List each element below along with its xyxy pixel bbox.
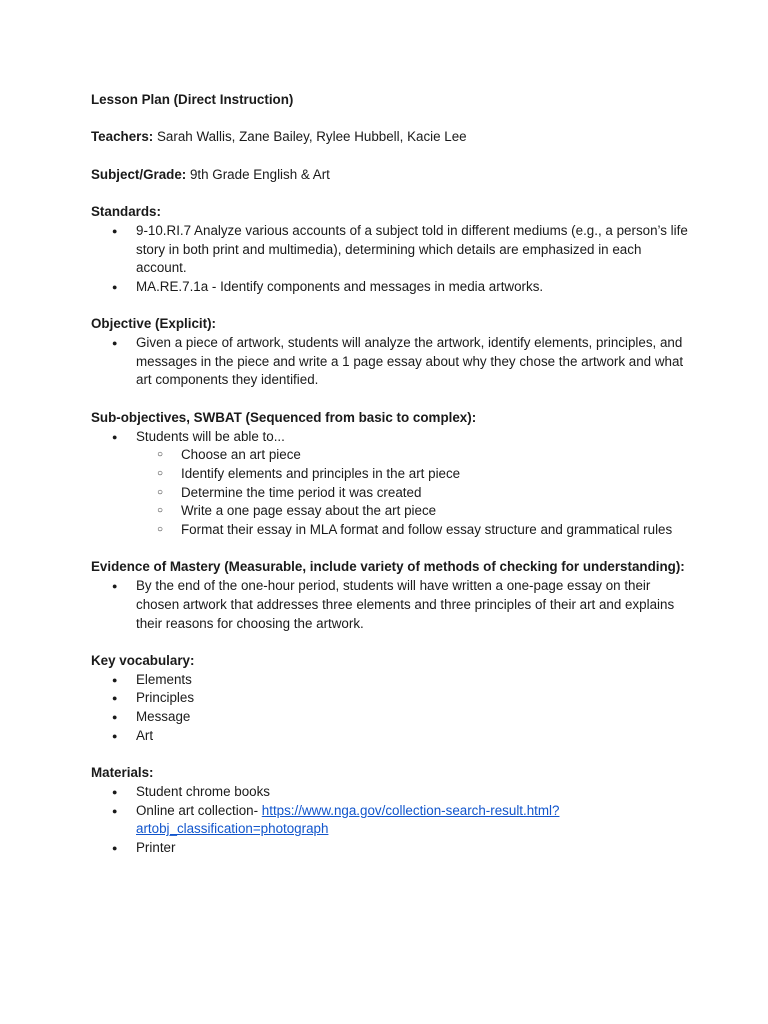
subject-label: Subject/Grade: [91,166,187,182]
art-collection-link[interactable]: https://www.nga.gov/collection-search-result.html?artobj_classification=photograph [136,802,560,837]
document-body [91,91,691,876]
evidence-section [91,558,691,633]
list-item: ● 9-10.RI.7 Analyze various accounts of a subject told in different mediums (e.g., a person’s life story in both print and multimedia), determining which details are emphasized in each account. [91,222,691,278]
subobjectives-section [91,409,691,540]
objective-section [91,315,691,390]
list-item: ● Student chrome books [91,783,691,802]
sub-list-item: ○ Write a one page essay about the art piece [91,502,691,521]
vocabulary-section [91,652,691,746]
subobjectives-heading: Sub-objectives, SWBAT (Sequenced from basic to complex): [91,409,477,425]
online-collection-label: Online art collection- [136,802,262,818]
standards-list [91,222,691,297]
evidence-list [91,577,691,633]
subject-value: 9th Grade English & Art [186,166,330,182]
teachers-value: Sarah Wallis, Zane Bailey, Rylee Hubbell, Kacie Lee [153,129,467,145]
vocabulary-list [91,671,691,746]
sub-list-item: ○ Determine the time period it was created [91,484,691,503]
list-item: ● Elements [91,671,691,690]
list-item: ● MA.RE.7.1a - Identify components and messages in media artworks. [91,278,691,297]
list-item: ● Printer [91,839,691,858]
evidence-heading: Evidence of Mastery (Measurable, include variety of methods of checking for understanding): [91,559,685,575]
teachers-line [91,128,691,147]
sub-list-item: ○ Identify elements and principles in the art piece [91,465,691,484]
standards-heading: Standards: [91,204,161,220]
subobjectives-list [91,428,691,540]
list-item: ● Given a piece of artwork, students will analyze the artwork, identify elements, principles, and messages in the piece and write a 1 page essay about why they chose the artwork and what art components they identified. [91,334,691,390]
objective-heading: Objective (Explicit): [91,316,217,332]
vocabulary-heading: Key vocabulary: [91,652,195,668]
sub-list-item: ○ Format their essay in MLA format and follow essay structure and grammatical rules [91,521,691,540]
materials-section [91,764,691,858]
objective-list [91,334,691,390]
list-item: ● Art [91,727,691,746]
materials-heading: Materials: [91,765,154,781]
list-item: ● Students will be able to... [91,428,691,447]
sub-list-item: ○ Choose an art piece [91,446,691,465]
standards-section [91,203,691,297]
teachers-label: Teachers: [91,129,154,145]
list-item-with-link [91,802,691,839]
list-item: ● Message [91,708,691,727]
subject-line [91,166,691,185]
list-item: ● By the end of the one-hour period, students will have written a one-page essay on their chosen artwork that addresses three elements and three principles of their art and explains their reasons for choosing the artwork. [91,577,691,633]
materials-list [91,783,691,858]
list-item: ● Principles [91,689,691,708]
lesson-title: Lesson Plan (Direct Instruction) [91,92,294,107]
